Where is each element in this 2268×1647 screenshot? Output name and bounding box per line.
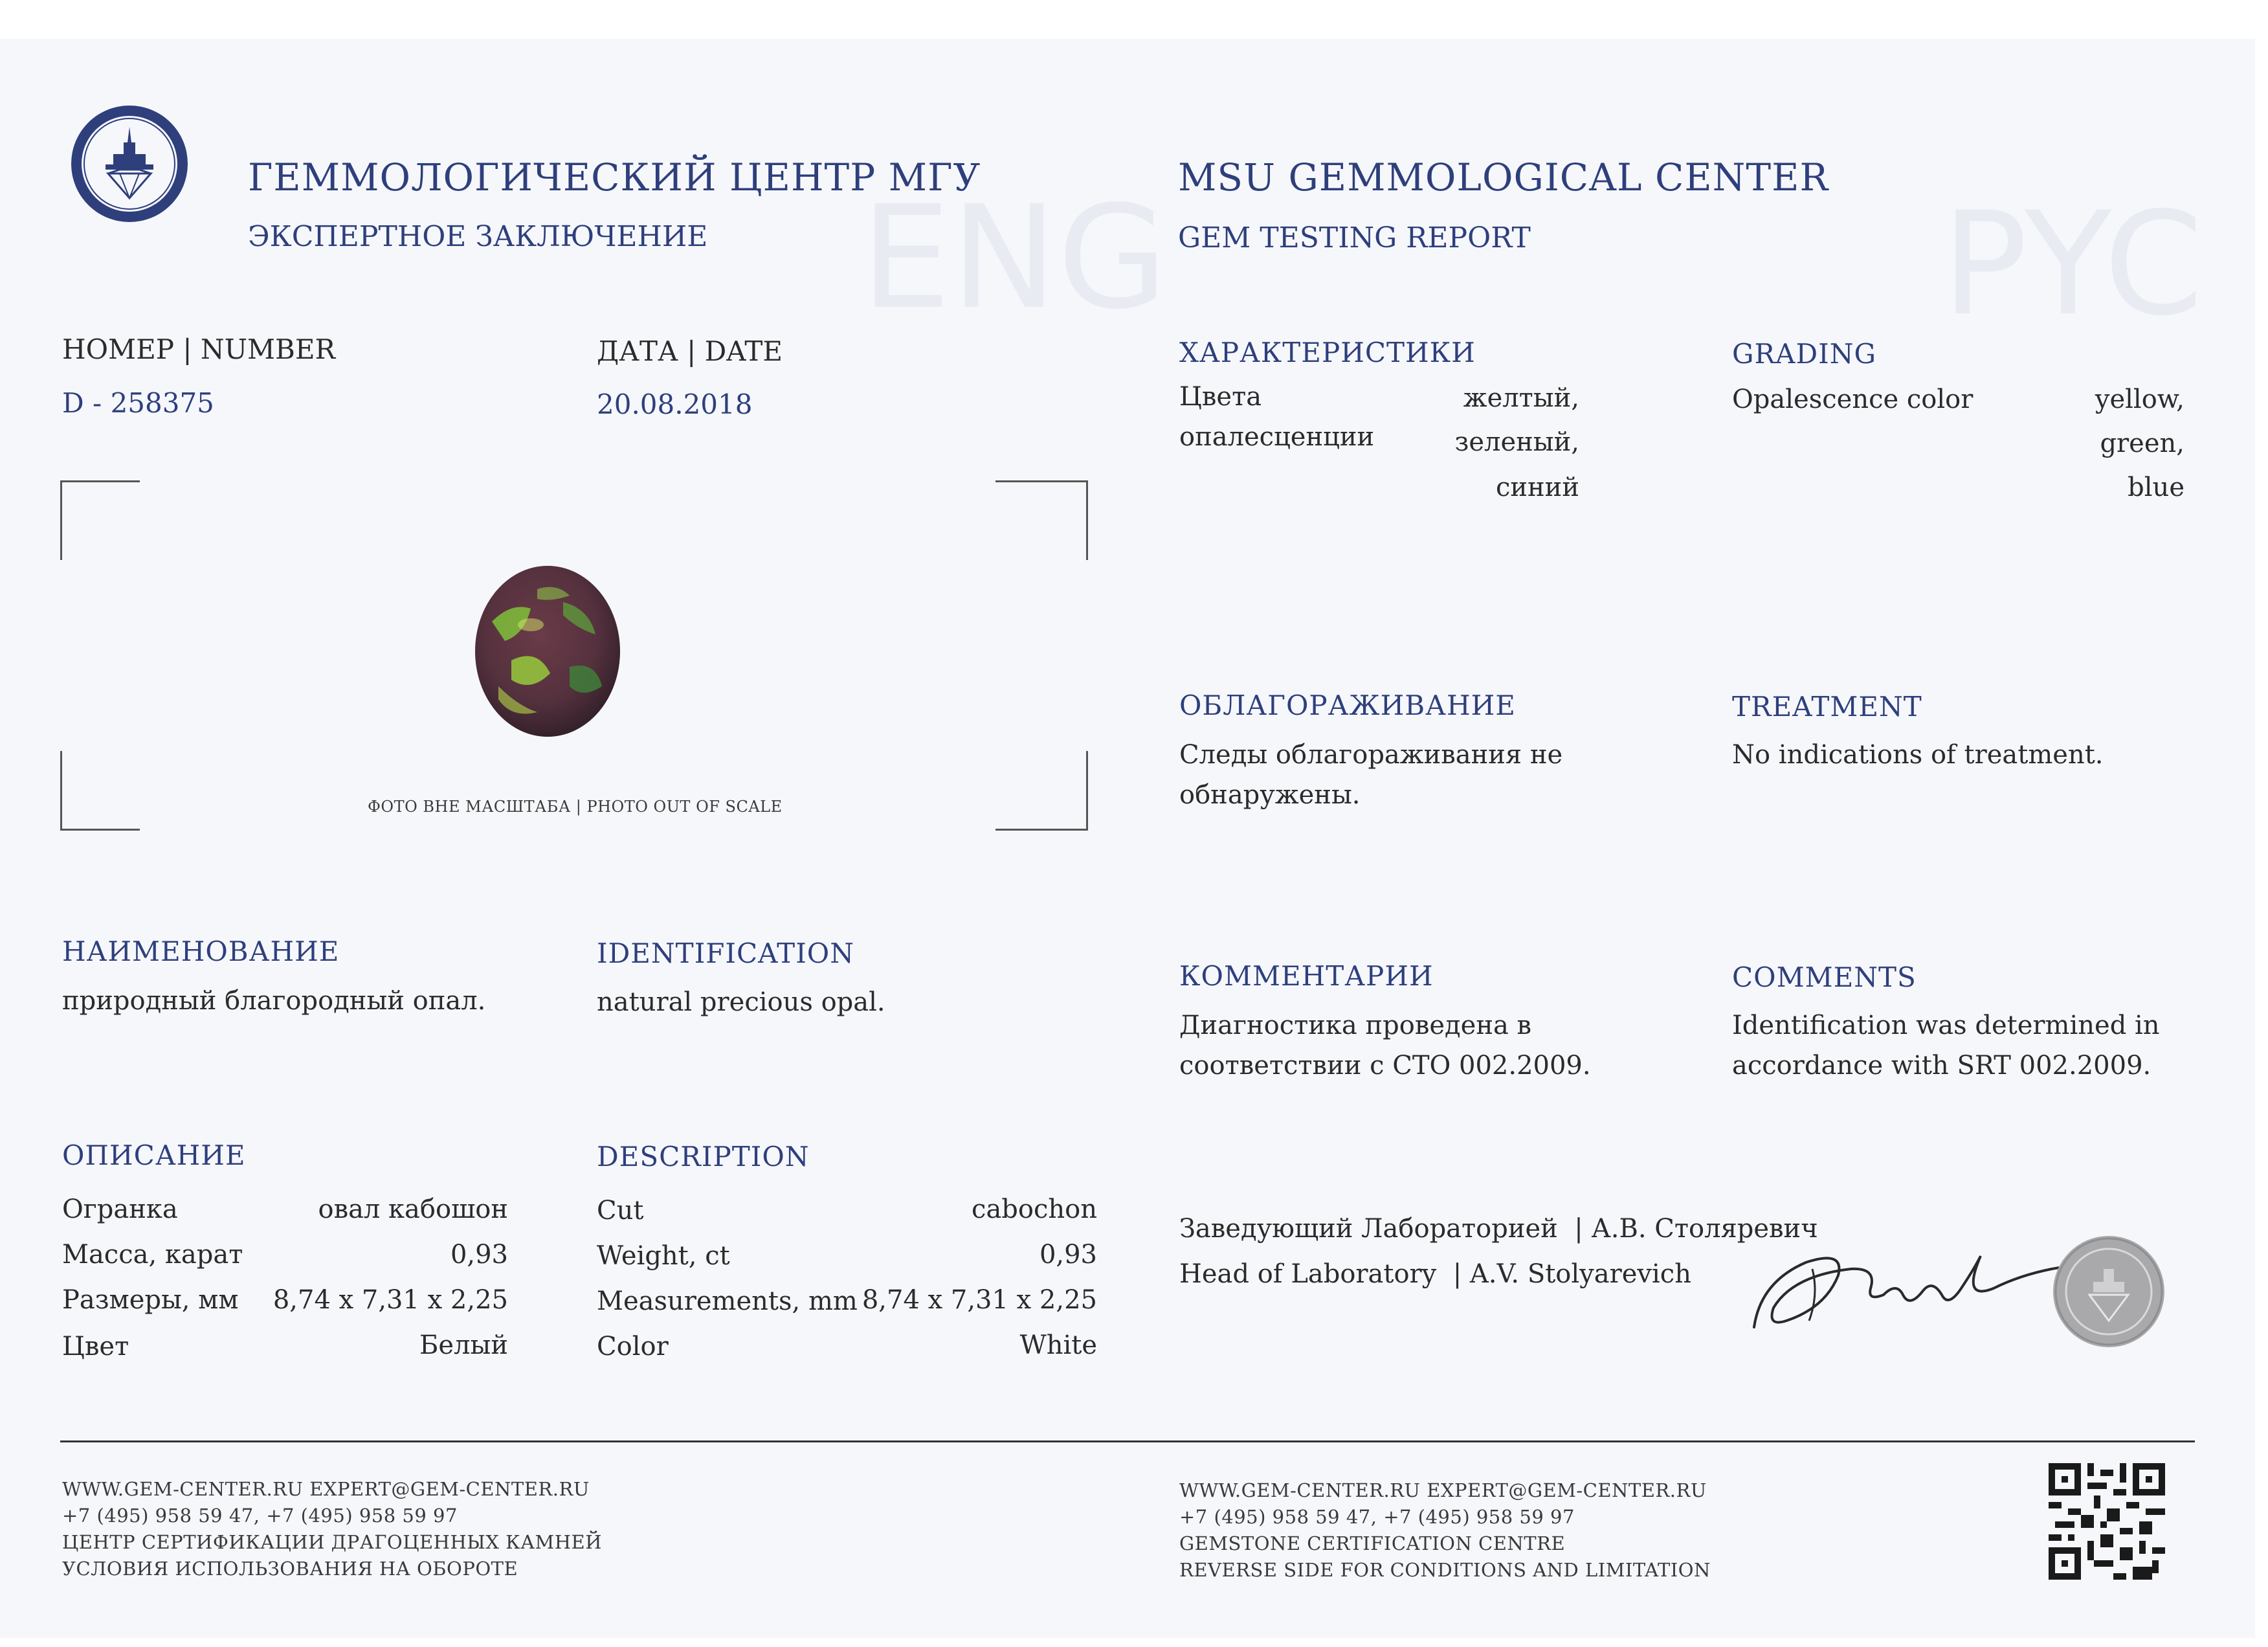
ru-opalescence-label-1: Цвета [1179,382,1262,412]
en-comments-title: COMMENTS [1732,961,1917,993]
handwritten-signature [1748,1230,2084,1347]
ru-opalescence-label-2: опалесценции [1179,422,1375,452]
ru-opalescence-value-2: зеленый, [1454,427,1579,457]
signature-icon [1748,1230,2084,1347]
en-opalescence-value-1: yellow, [2095,385,2185,414]
date-value: 20.08.2018 [597,388,753,420]
en-header-subtitle: GEM TESTING REPORT [1178,221,1531,254]
msu-logo [68,102,191,225]
photo-frame-corner-br [995,751,1088,831]
ru-comments-line-1: Диагностика проведена в [1179,1011,1532,1040]
lab-seal-icon [2051,1233,2167,1350]
en-treatment-title: TREATMENT [1732,691,1922,723]
en-grading-title: GRADING [1732,338,1877,370]
ru-header-subtitle: ЭКСПЕРТНОЕ ЗАКЛЮЧЕНИЕ [248,220,708,253]
signature-en: Head of Laboratory | A.V. Stolyarevich [1179,1259,1691,1289]
en-description-title: DESCRIPTION [597,1141,810,1172]
en-opalescence-value-2: green, [2100,429,2185,458]
ru-opalescence-value-3: синий [1495,473,1579,502]
ru-measurements-label: Размеры, мм [62,1285,239,1315]
signature-ru: Заведующий Лабораторией | А.В. Столяревич [1179,1214,1818,1244]
number-value: D - 258375 [62,387,214,419]
qr-code [2049,1463,2165,1580]
ru-weight-label: Масса, карат [62,1240,243,1270]
en-cut-value: cabochon [972,1194,1097,1224]
ru-cut-value: овал кабошон [318,1194,508,1224]
photo-frame-corner-tl [60,480,140,560]
en-color-label: Color [597,1332,669,1361]
en-cut-label: Cut [597,1196,644,1226]
ru-grading-title: ХАРАКТЕРИСТИКИ [1179,337,1476,368]
lab-seal [2051,1233,2167,1350]
report-sheet [0,39,2255,1638]
footer-right [1179,1477,1711,1584]
date-label: ДАТА | DATE [597,335,783,367]
en-opalescence-value-3: blue [2128,473,2185,502]
footer-right-line-4: REVERSE SIDE FOR CONDITIONS AND LIMITATION [1179,1559,1711,1581]
ru-cut-label: Огранка [62,1194,178,1224]
en-weight-value: 0,93 [1039,1240,1097,1270]
footer-right-line-3: GEMSTONE CERTIFICATION CENTRE [1179,1532,1566,1554]
en-measurements-label: Measurements, mm [597,1286,858,1316]
en-header-title: MSU GEMMOLOGICAL CENTER [1178,155,1829,199]
footer-divider [60,1440,2195,1442]
footer-left [62,1476,602,1582]
ru-header-title: ГЕММОЛОГИЧЕСКИЙ ЦЕНТР МГУ [248,155,981,199]
photo-caption: ФОТО ВНЕ МАСШТАБА | PHOTO OUT OF SCALE [368,798,783,816]
footer-left-line-4: УСЛОВИЯ ИСПОЛЬЗОВАНИЯ НА ОБОРОТЕ [62,1558,518,1580]
ru-treatment-line-1: Следы облагораживания не [1179,740,1563,770]
msu-logo-icon [68,102,191,225]
en-identification-title: IDENTIFICATION [597,937,854,969]
ru-treatment-title: ОБЛАГОРАЖИВАНИЕ [1179,689,1516,721]
opal-stone-image [472,563,623,739]
ru-identification-value: природный благородный опал. [62,986,486,1016]
ru-comments-title: КОММЕНТАРИИ [1179,960,1434,992]
watermark-eng: ENG [861,175,1168,341]
ru-identification-title: НАИМЕНОВАНИЕ [62,936,340,967]
footer-left-line-2: +7 (495) 958 59 47, +7 (495) 958 59 97 [62,1505,458,1527]
ru-comments-line-2: соответствии с СТО 002.2009. [1179,1051,1591,1081]
en-comments-line-1: Identification was determined in [1732,1011,2160,1040]
ru-treatment-line-2: обнаружены. [1179,780,1361,810]
watermark-rus: PYC [1942,181,2203,347]
ru-weight-value: 0,93 [450,1240,508,1270]
en-treatment-value: No indications of treatment. [1732,740,2104,770]
ru-color-label: Цвет [62,1332,129,1361]
ru-color-value: Белый [419,1330,508,1360]
en-comments-line-2: accordance with SRT 002.2009. [1732,1051,2151,1081]
en-identification-value: natural precious opal. [597,987,885,1017]
photo-frame-corner-bl [60,751,140,831]
number-label: НОМЕР | NUMBER [62,333,336,365]
en-opalescence-label: Opalescence color [1732,385,1973,414]
en-measurements-value: 8,74 x 7,31 x 2,25 [862,1285,1097,1315]
ru-measurements-value: 8,74 x 7,31 x 2,25 [272,1285,508,1315]
footer-left-line-3: ЦЕНТР СЕРТИФИКАЦИИ ДРАГОЦЕННЫХ КАМНЕЙ [62,1531,602,1553]
qr-code-icon [2049,1463,2165,1580]
photo-frame-corner-tr [995,480,1088,560]
footer-right-line-1: WWW.GEM-CENTER.RU EXPERT@GEM-CENTER.RU [1179,1479,1707,1501]
footer-left-line-1: WWW.GEM-CENTER.RU EXPERT@GEM-CENTER.RU [62,1478,590,1500]
en-color-value: White [1019,1330,1097,1360]
opal-photo [472,563,623,739]
footer-right-line-2: +7 (495) 958 59 47, +7 (495) 958 59 97 [1179,1506,1575,1528]
ru-opalescence-value-1: желтый, [1463,383,1579,413]
en-weight-label: Weight, ct [597,1241,730,1271]
ru-description-title: ОПИСАНИЕ [62,1139,246,1171]
